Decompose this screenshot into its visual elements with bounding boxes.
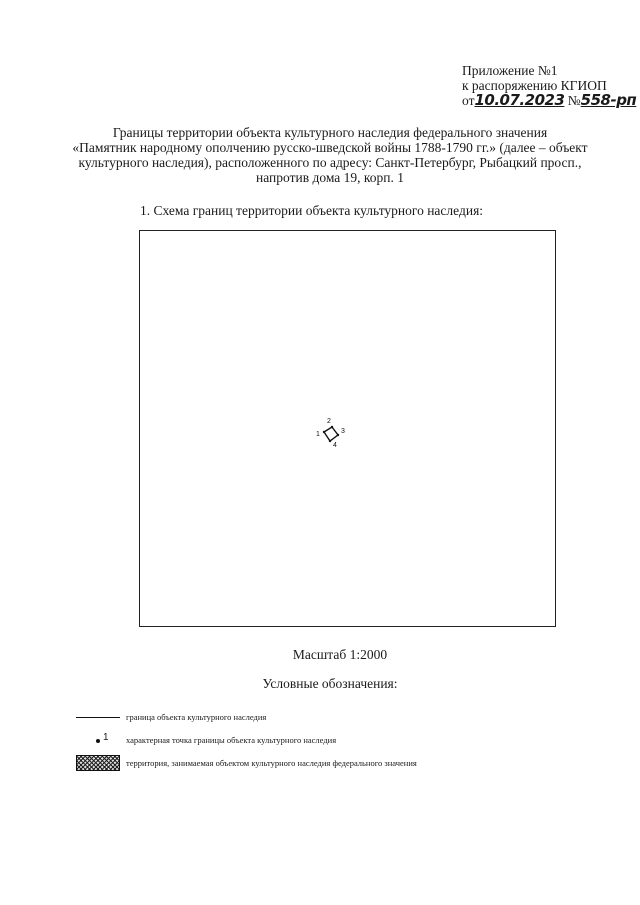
appendix-date-line [462,91,637,109]
point-label-1: 1 [316,431,320,438]
legend-point-symbol [76,732,120,750]
document-title [60,125,600,185]
title-line-3: культурного наследия), расположенного по адресу: Санкт-Петербург, Рыбацкий просп., [78,155,582,170]
handwritten-number: 558-рп [580,91,637,109]
boundary-point-2 [331,426,333,428]
title-line-4: напротив дома 19, корп. 1 [256,170,404,185]
title-line-1: Границы территории объекта культурного наследия федерального значения [112,125,548,140]
legend-point-label: 1 [103,732,109,743]
map-drawing [140,231,557,628]
legend-hatch-symbol [76,755,120,773]
legend-text: характерная точка границы объекта культурного наследия [126,735,337,745]
boundary-polygon [324,427,338,441]
legend-item-boundary-line [70,709,590,727]
appendix-title: Приложение №1 [462,63,558,78]
legend-line-symbol [76,709,120,727]
legend-text: граница объекта культурного наследия [126,712,267,722]
date-prefix: от [462,93,475,108]
number-prefix: № [567,93,581,108]
boundary-point-1 [323,431,325,433]
legend-item-territory-hatch [70,755,590,773]
title-line-2: «Памятник народному ополчению русско-шведской войны 1788-1790 гг.» (далее – объект [72,140,588,155]
appendix-header [462,63,637,109]
schema-heading: 1. Схема границ территории объекта культурного наследия: [140,203,484,218]
point-label-4: 4 [333,442,337,449]
legend-title: Условные обозначения: [262,676,398,691]
boundary-scheme-map [139,230,556,627]
boundary-point-3 [337,434,339,436]
boundary-point-4 [329,440,331,442]
legend-text: территория, занимаемая объектом культурного наследия федерального значения [126,758,417,768]
handwritten-date: 10.07.2023 [474,91,565,109]
point-label-3: 3 [341,428,345,435]
point-label-2: 2 [327,418,331,425]
appendix-order-ref: к распоряжению КГИОП [462,78,607,93]
legend-item-boundary-point [70,732,590,750]
map-scale: Масштаб 1:2000 [292,647,388,662]
